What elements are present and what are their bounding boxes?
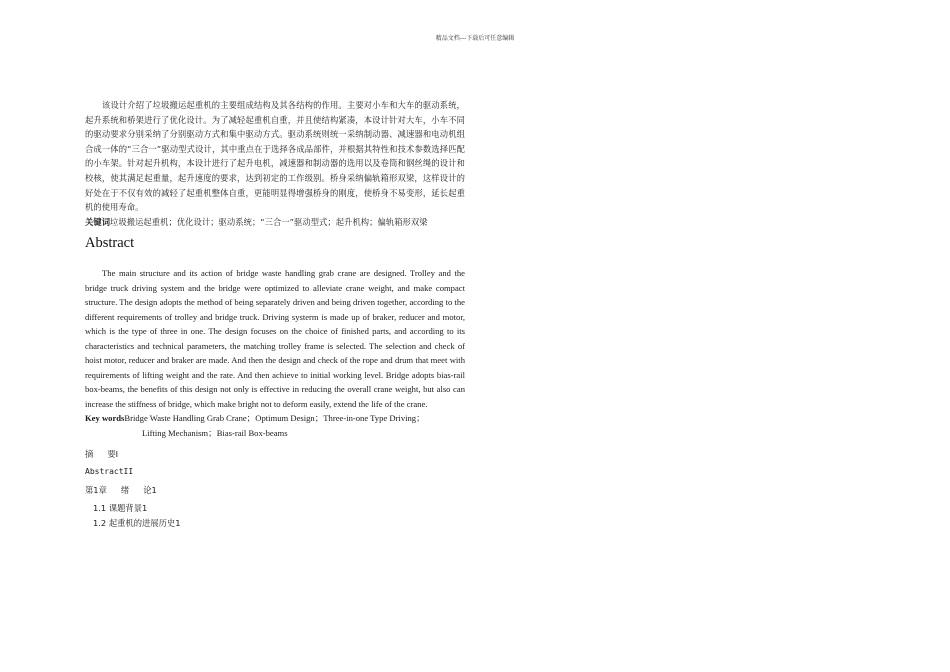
- toc-item-chapter1-c: 论1: [143, 485, 157, 496]
- toc-item-cn-abstract[interactable]: [85, 448, 465, 460]
- english-keywords-label: Key words: [85, 413, 125, 424]
- page-header: 精品文档---下载后可任意编辑: [435, 35, 515, 42]
- english-keywords-line1: Bridge Waste Handling Grab Crane；Optimum Design；Three-in-one Type Driving；: [124, 413, 425, 424]
- toc-item-chapter1-b: 绪: [120, 485, 130, 496]
- chinese-keywords: [85, 215, 465, 230]
- toc-item-chapter1[interactable]: [85, 484, 465, 496]
- english-keywords-line2: Lifting Mechanism；Bias-rail Box-beams: [142, 427, 288, 438]
- toc-item-1-1[interactable]: 1.1 课题背景1: [93, 503, 148, 514]
- chinese-keywords-label: 关键词: [85, 216, 111, 227]
- document-page: [85, 98, 465, 532]
- english-abstract-body: The main structure and its action of bridge waste handling grab crane are designed. Trolley and the bridge truck driving system and the bridge were optimized to alleviate crane weight, and make compact structure. The design adopts the method of being separately driven and being driven together, according to the different requirements of trolley and bridge truck. Driving systerm is made up of braker, reducer and motor, which is the type of three in one. The design focuses on the choice of finished parts, and according to its characteristics and technical parameters, the matching trolley frame is selected. The selection and check of hoist motor, reducer and braker are made. And then the design and check of the rope and drum that meet with requirements of lifting weight and the rate. And then achieve to initial working level. Bridge adopts bias-rail box-beams, the benefits of this design not only is effective in reducing the overall crane weight, but also can increase the stiffness of bridge, which make bright not to deform easily, extend the life of the crane.: [85, 268, 465, 409]
- abstract-heading: Abstract: [85, 235, 135, 252]
- toc-item-cn-abstract-b: 要I: [107, 449, 119, 460]
- toc-item-1-2[interactable]: 1.2 起重机的进展历史1: [93, 518, 181, 529]
- toc-item-chapter1-a: 第1章: [85, 485, 107, 496]
- chinese-abstract-body: 该设计介绍了垃圾搬运起重机的主要组成结构及其各结构的作用。主要对小车和大车的驱动系统，起升系统和桥架进行了优化设计。为了减轻起重机自重，并且使结构紧凑，本设计针对大车，小车不同的驱动要求分别采纳了分别驱动方式和集中驱动方式。驱动系统则统一采纳制动器、减速器和电动机组合成一体的“三合一”驱动型式设计，其中重点在于选择各成品部件，并根据其特性和技术参数选择匹配的小车架。针对起升机构，本设计进行了起升电机，减速器和制动器的选用以及卷筒和钢丝绳的设计和校核，使其满足起重量，起升速度的要求，达到初定的工作级别。桥身采纳偏轨箱形双梁，这样设计的好处在于不仅有效的减轻了起重机整体自重，更能明显得增强桥身的刚度，使桥身不易变形，延长起重机的使用寿命。: [85, 100, 465, 213]
- toc-item-abstract[interactable]: AbstractII: [85, 467, 134, 477]
- english-keywords: [85, 411, 465, 440]
- table-of-contents: [85, 448, 465, 529]
- chinese-keywords-text: 垃圾搬运起重机；优化设计；驱动系统；“三合一”驱动型式；起升机构；偏轨箱形双梁: [110, 216, 428, 227]
- toc-item-cn-abstract-a: 摘: [85, 449, 94, 460]
